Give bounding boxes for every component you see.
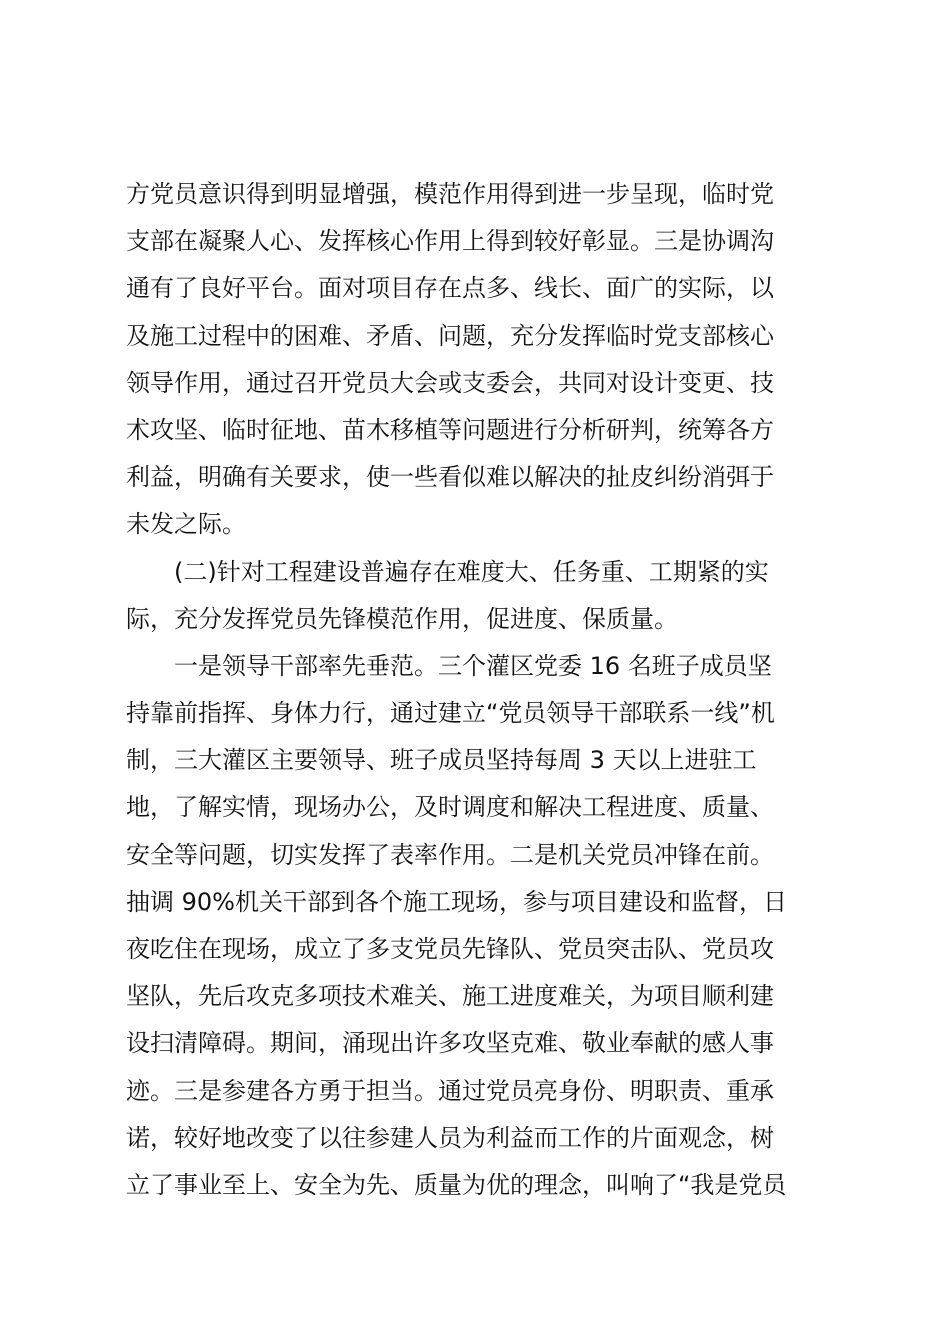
text-line: 及施工过程中的困难、矛盾、问题，充分发挥临时党支部核心 <box>126 321 774 350</box>
text-line: 立了事业至上、安全为先、质量为优的理念，叫响了“我是党员 <box>126 1170 787 1199</box>
text-line: 通有了良好平台。面对项目存在点多、线长、面广的实际，以 <box>126 274 774 303</box>
text-line: 迹。三是参建各方勇于担当。通过党员亮身份、明职责、重承 <box>126 1076 774 1105</box>
text-line: 诺，较好地改变了以往参建人员为利益而工作的片面观念，树 <box>126 1123 774 1152</box>
text-line: 坚队，先后攻克多项技术难关、施工进度难关，为项目顺利建 <box>126 982 774 1011</box>
document-body <box>126 171 836 1209</box>
text-line: 术攻坚、临时征地、苗木移植等问题进行分析研判，统筹各方 <box>126 415 774 444</box>
text-line: 抽调 90%机关干部到各个施工现场，参与项目建设和监督，日 <box>126 887 787 916</box>
text-line: 夜吃住在现场，成立了多支党员先锋队、党员突击队、党员攻 <box>126 935 774 963</box>
text-line: 设扫清障碍。期间，涌现出许多攻坚克难、敬业奉献的感人事 <box>126 1029 774 1058</box>
text-line: 一是领导干部率先垂范。三个灌区党委 16 名班子成员坚 <box>174 651 772 680</box>
text-line: 支部在凝聚人心、发挥核心作用上得到较好彰显。三是协调沟 <box>126 227 774 256</box>
text-line: 领导作用，通过召开党员大会或支委会，共同对设计变更、技 <box>126 368 774 397</box>
text-line: 安全等问题，切实发挥了表率作用。二是机关党员冲锋在前。 <box>126 840 774 869</box>
text-line: 制，三大灌区主要领导、班子成员坚持每周 3 天以上进驻工 <box>126 746 757 775</box>
text-line: 地，了解实情，现场办公，及时调度和解决工程进度、质量、 <box>126 793 774 822</box>
text-line: 未发之际。 <box>126 510 246 539</box>
text-line: 利益，明确有关要求，使一些看似难以解决的扯皮纠纷消弭于 <box>126 463 774 492</box>
section-heading-line: (二)针对工程建设普遍存在难度大、任务重、工期紧的实 <box>174 557 769 586</box>
text-line: 方党员意识得到明显增强，模范作用得到进一步呈现，临时党 <box>126 180 774 208</box>
section-heading-line: 际，充分发挥党员先锋模范作用，促进度、保质量。 <box>126 604 678 633</box>
text-line: 持靠前指挥、身体力行，通过建立“党员领导干部联系一线”机 <box>126 699 775 728</box>
